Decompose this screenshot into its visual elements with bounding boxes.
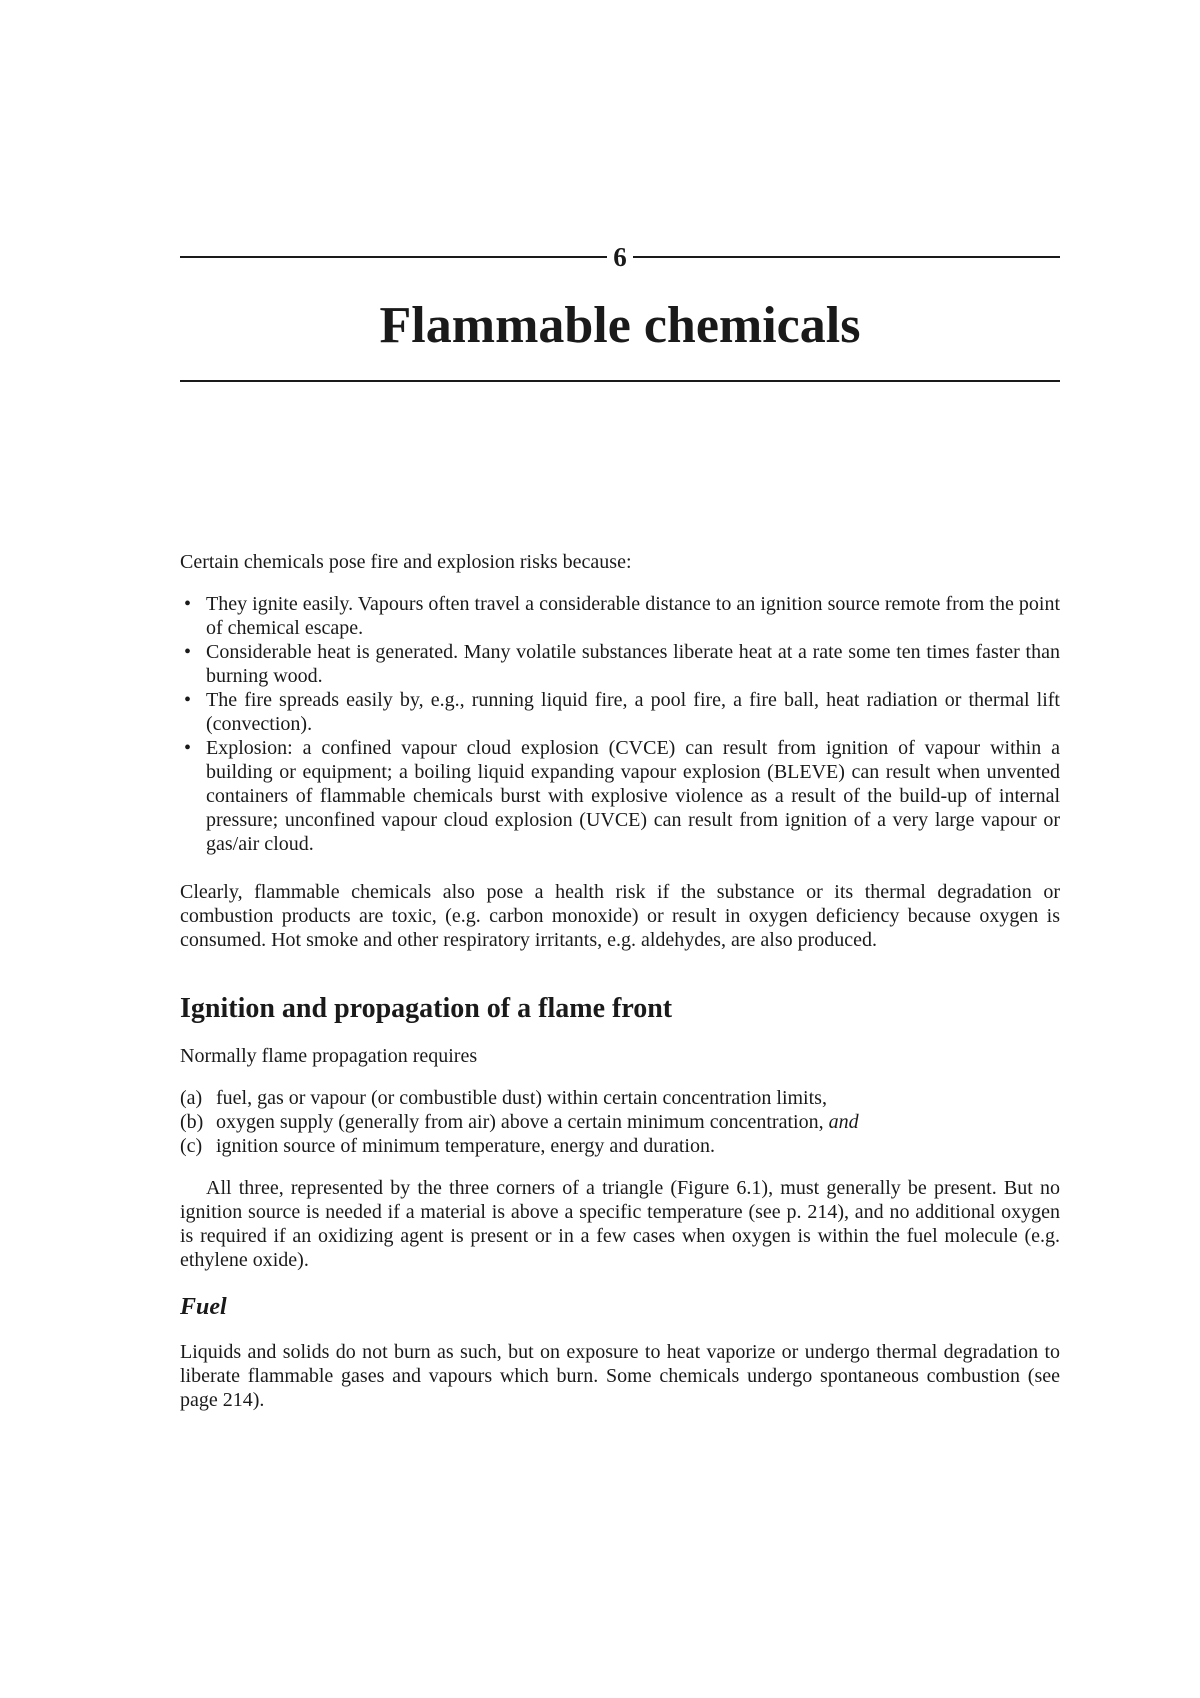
list-marker: (c)	[180, 1135, 203, 1157]
bullet-icon: •	[184, 689, 192, 711]
list-item-text: The fire spreads easily by, e.g., running liquid fire, a pool fire, a fire ball, heat radiation or thermal lift (convection).	[206, 689, 1060, 735]
list-item	[180, 592, 1060, 640]
triangle-paragraph: All three, represented by the three corners of a triangle (Figure 6.1), must generally be present. But no ignition source is needed if a material is above a specific temperature (see p. 214), and no additional oxygen is required if an oxidizing agent is present or in a few cases when oxygen is within the fuel molecule (e.g. ethylene oxide).	[180, 1177, 1060, 1271]
requirements-list	[180, 1086, 1060, 1158]
list-marker: (a)	[180, 1087, 203, 1109]
fuel-paragraph: Liquids and solids do not burn as such, but on exposure to heat vaporize or undergo thermal degradation to liberate flammable gases and vapours which burn. Some chemicals undergo spontaneous combustion (see page 214).	[180, 1341, 1060, 1411]
list-item	[180, 688, 1060, 736]
section-heading: Ignition and propagation of a flame front	[180, 993, 673, 1024]
list-item-text: They ignite easily. Vapours often travel a considerable distance to an ignition source remote from the point of chemical escape.	[206, 593, 1060, 639]
list-item-text: fuel, gas or vapour (or combustible dust) within certain concentration limits,	[216, 1087, 827, 1109]
rule-right	[633, 256, 1060, 258]
list-item-text: ignition source of minimum temperature, energy and duration.	[216, 1135, 715, 1157]
bullet-icon: •	[184, 737, 192, 759]
intro-paragraph: Certain chemicals pose fire and explosion risks because:	[180, 551, 632, 573]
health-risk-paragraph: Clearly, flammable chemicals also pose a health risk if the substance or its thermal degradation or combustion products are toxic, (e.g. carbon monoxide) or result in oxygen deficiency because oxygen is consumed. Hot smoke and other respiratory irritants, e.g. aldehydes, are also produced.	[180, 881, 1060, 951]
title-rule	[180, 380, 1060, 382]
rule-left	[180, 256, 607, 258]
fuel-heading: Fuel	[180, 1294, 227, 1320]
section-intro: Normally flame propagation requires	[180, 1045, 478, 1067]
book-page	[180, 240, 1060, 1412]
list-item-text: Explosion: a confined vapour cloud explosion (CVCE) can result from ignition of vapour within a building or equipment; a boiling liquid expanding vapour explosion (BLEVE) can result when unvented containers of flammable chemicals burst with explosive violence as a result of the build-up of internal pressure; unconfined vapour cloud explosion (UVCE) can result from ignition of a very large vapour or gas/air cloud.	[206, 737, 1060, 855]
list-item-suffix: and	[828, 1111, 859, 1133]
list-item	[180, 1086, 1060, 1110]
bullet-icon: •	[184, 641, 192, 663]
bullet-icon: •	[184, 593, 192, 615]
list-item-text: oxygen supply (generally from air) above a certain minimum concentration,	[216, 1111, 824, 1133]
chapter-number-rule	[180, 240, 1060, 274]
list-item	[180, 640, 1060, 688]
risk-list	[180, 592, 1060, 856]
list-item-text: Considerable heat is generated. Many volatile substances liberate heat at a rate some ten times faster than burning wood.	[206, 641, 1060, 687]
list-item	[180, 1110, 1060, 1134]
list-marker: (b)	[180, 1111, 204, 1133]
chapter-title: Flammable chemicals	[379, 297, 861, 354]
list-item	[180, 1134, 1060, 1158]
chapter-number: 6	[613, 242, 627, 272]
list-item	[180, 736, 1060, 856]
